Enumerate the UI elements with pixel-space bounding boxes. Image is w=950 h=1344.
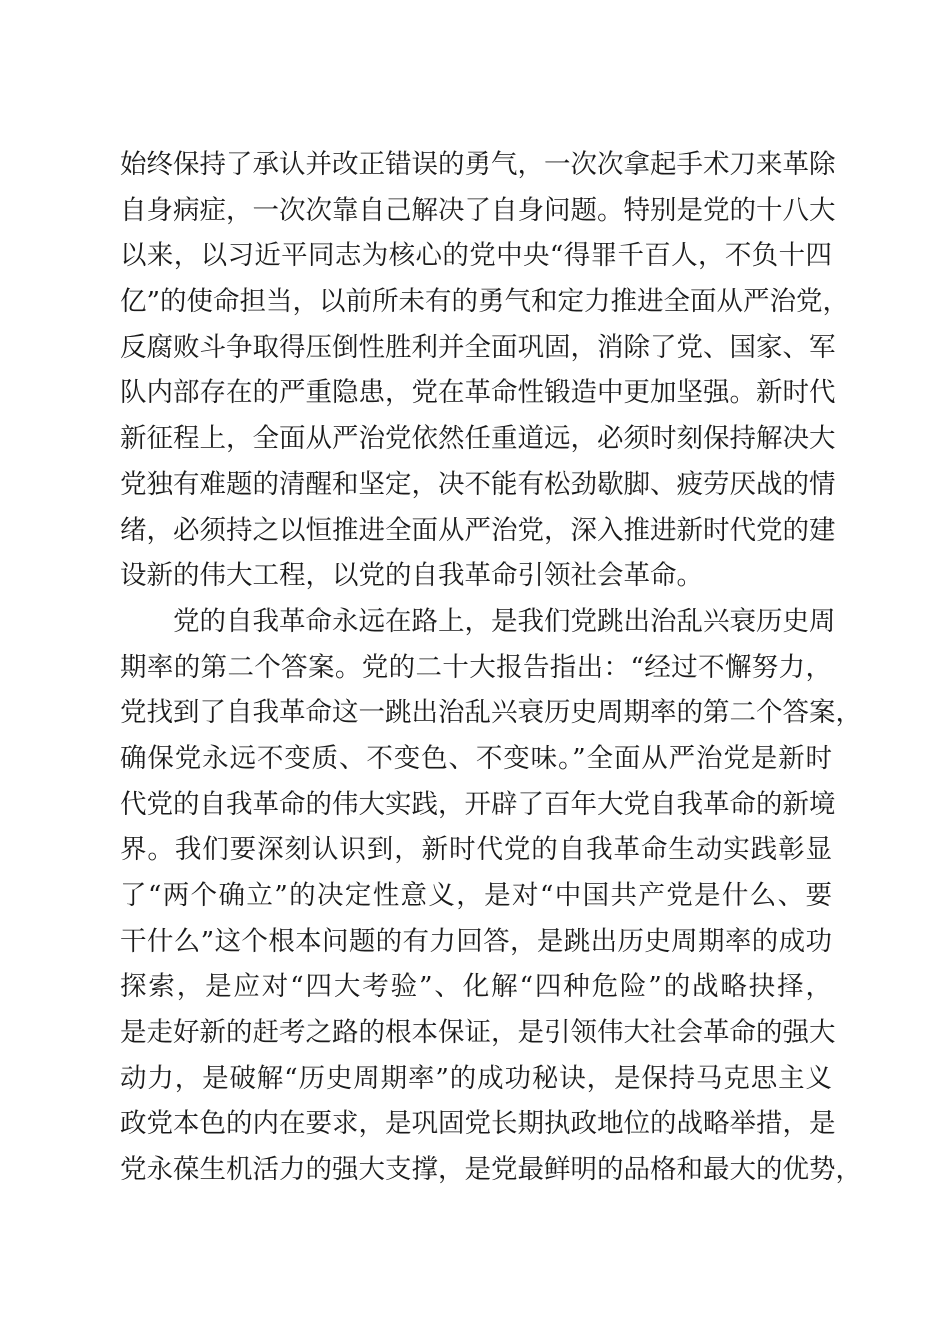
text-line: 亿”的使命担当，以前所未有的勇气和定力推进全面从严治党， (120, 286, 850, 318)
body-text (120, 142, 862, 1193)
text-line: 界。我们要深刻认识到，新时代党的自我革命生动实践彰显 (120, 834, 832, 866)
text-line: 党独有难题的清醒和坚定，决不能有松劲歇脚、疲劳厌战的情 (120, 468, 836, 500)
text-line: 反腐败斗争取得压倒性胜利并全面巩固，消除了党、国家、军 (120, 331, 836, 363)
text-line: 设新的伟大工程，以党的自我革命引领社会革命。 (120, 560, 703, 592)
text-line: 确保党永远不变质、不变色、不变味。”全面从严治党是新时 (120, 742, 832, 774)
text-line: 动力，是破解“历史周期率”的成功秘诀，是保持马克思主义 (120, 1062, 832, 1094)
text-line: 干什么”这个根本问题的有力回答，是跳出历史周期率的成功 (120, 925, 832, 957)
text-line: 代党的自我革命的伟大实践，开辟了百年大党自我革命的新境 (120, 788, 836, 820)
text-line: 党的自我革命永远在路上，是我们党跳出治乱兴衰历史周 (120, 605, 836, 637)
text-line: 始终保持了承认并改正错误的勇气，一次次拿起手术刀来革除 (120, 149, 836, 180)
text-line: 队内部存在的严重隐患，党在革命性锻造中更加坚强。新时代 (120, 377, 836, 409)
text-line: 绪，必须持之以恒推进全面从严治党，深入推进新时代党的建 (120, 514, 836, 546)
text-line: 以来，以习近平同志为核心的党中央“得罪千百人，不负十四 (120, 240, 832, 272)
text-line: 是走好新的赶考之路的根本保证，是引领伟大社会革命的强大 (120, 1017, 836, 1049)
text-line: 了“两个确立”的决定性意义，是对“中国共产党是什么、要 (120, 880, 832, 911)
text-line: 党找到了自我革命这一跳出治乱兴衰历史周期率的第二个答案， (120, 697, 862, 729)
text-line: 探索，是应对“四大考验”、化解“四种危险”的战略抉择， (120, 971, 832, 1003)
text-line: 政党本色的内在要求，是巩固党长期执政地位的战略举措，是 (120, 1108, 836, 1140)
text-line: 自身病症，一次次靠自己解决了自身问题。特别是党的十八大 (120, 194, 836, 226)
text-line: 期率的第二个答案。党的二十大报告指出：“经过不懈努力， (120, 651, 832, 683)
text-line: 新征程上，全面从严治党依然任重道远，必须时刻保持解决大 (120, 423, 836, 455)
text-line: 党永葆生机活力的强大支撑，是党最鲜明的品格和最大的优势， (120, 1154, 862, 1186)
